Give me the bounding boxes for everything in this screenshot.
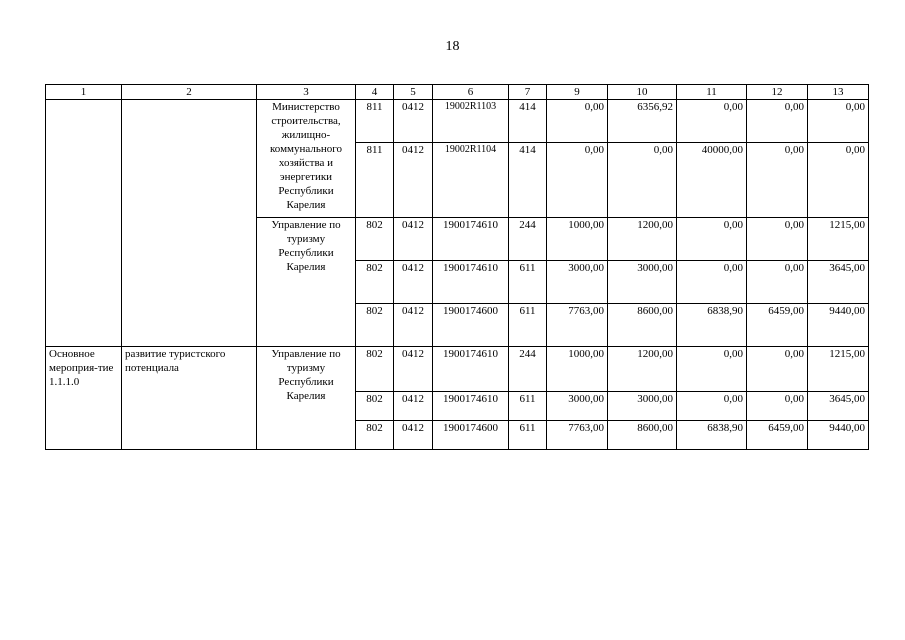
table-cell: 0,00 [747,100,808,143]
header-cell: 9 [547,85,608,100]
table-cell: 19002R1103 [433,100,509,143]
table-cell: 1900174610 [433,218,509,261]
table-cell: 802 [356,392,394,421]
table-cell: 0,00 [547,100,608,143]
table-cell: 6356,92 [608,100,677,143]
table-cell: 3645,00 [808,392,869,421]
table-cell: 0,00 [747,347,808,392]
activity-cell [46,100,122,347]
table-cell: 611 [509,261,547,304]
table-cell: 6459,00 [747,421,808,450]
table-cell: 811 [356,143,394,218]
table-cell: 1215,00 [808,347,869,392]
executor-cell: Управление по туризму Республики Карелия [257,347,356,450]
description-cell: развитие туристского потенциала [122,347,257,450]
header-cell: 12 [747,85,808,100]
table-cell: 3645,00 [808,261,869,304]
table-cell: 244 [509,347,547,392]
table-row [46,347,869,392]
table-cell: 611 [509,304,547,347]
table-cell: 0,00 [747,143,808,218]
table-cell: 414 [509,100,547,143]
table-cell: 1900174610 [433,392,509,421]
table-cell: 7763,00 [547,304,608,347]
table-cell: 811 [356,100,394,143]
table-cell: 0,00 [677,261,747,304]
table-cell: 1900174600 [433,304,509,347]
table-cell: 0412 [394,304,433,347]
table-cell: 0412 [394,100,433,143]
table-cell: 3000,00 [547,261,608,304]
header-cell: 7 [509,85,547,100]
header-row [46,85,869,100]
table-cell: 6838,90 [677,421,747,450]
table-cell: 8600,00 [608,421,677,450]
budget-table [45,84,869,450]
table-cell: 802 [356,347,394,392]
table-cell: 9440,00 [808,421,869,450]
table-cell: 9440,00 [808,304,869,347]
table-cell: 802 [356,304,394,347]
table-cell: 6838,90 [677,304,747,347]
table-cell: 244 [509,218,547,261]
table-cell: 0,00 [747,261,808,304]
header-cell: 3 [257,85,356,100]
table-cell: 0,00 [547,143,608,218]
table-cell: 8600,00 [608,304,677,347]
header-cell: 1 [46,85,122,100]
table-cell: 1215,00 [808,218,869,261]
table-cell: 0412 [394,421,433,450]
table-cell: 1000,00 [547,218,608,261]
header-cell: 13 [808,85,869,100]
table-cell: 0,00 [608,143,677,218]
table-cell: 19002R1104 [433,143,509,218]
table-cell: 3000,00 [608,261,677,304]
header-cell: 6 [433,85,509,100]
table-cell: 802 [356,218,394,261]
table-cell: 802 [356,421,394,450]
table-cell: 414 [509,143,547,218]
table-cell: 0,00 [808,100,869,143]
table-cell: 7763,00 [547,421,608,450]
executor-cell: Министерство строительства, жилищно-коммунального хозяйства и энергетики Республики Карелия [257,100,356,218]
header-cell: 2 [122,85,257,100]
table-cell: 6459,00 [747,304,808,347]
table-cell: 0412 [394,218,433,261]
table-cell: 611 [509,392,547,421]
table-cell: 0412 [394,392,433,421]
table-cell: 0,00 [677,100,747,143]
table-cell: 3000,00 [608,392,677,421]
table-cell: 802 [356,261,394,304]
table-cell: 0,00 [677,347,747,392]
table-cell: 3000,00 [547,392,608,421]
table-cell: 0412 [394,347,433,392]
header-cell: 11 [677,85,747,100]
table-cell: 0412 [394,143,433,218]
table-cell: 0,00 [747,218,808,261]
table-cell: 611 [509,421,547,450]
table-cell: 1900174610 [433,347,509,392]
table-cell: 0,00 [808,143,869,218]
header-cell: 10 [608,85,677,100]
table-cell: 0412 [394,261,433,304]
table-cell: 1900174600 [433,421,509,450]
table-cell: 0,00 [747,392,808,421]
activity-cell: Основное мероприя-тие 1.1.1.0 [46,347,122,450]
table-cell: 1200,00 [608,347,677,392]
header-cell: 5 [394,85,433,100]
table-cell: 0,00 [677,218,747,261]
table-cell: 40000,00 [677,143,747,218]
table-cell: 1200,00 [608,218,677,261]
executor-cell: Управление по туризму Республики Карелия [257,218,356,347]
table-cell: 1900174610 [433,261,509,304]
table-cell: 0,00 [677,392,747,421]
table-row [46,100,869,143]
header-cell: 4 [356,85,394,100]
page-number: 18 [445,39,460,54]
table-cell: 1000,00 [547,347,608,392]
description-cell [122,100,257,347]
